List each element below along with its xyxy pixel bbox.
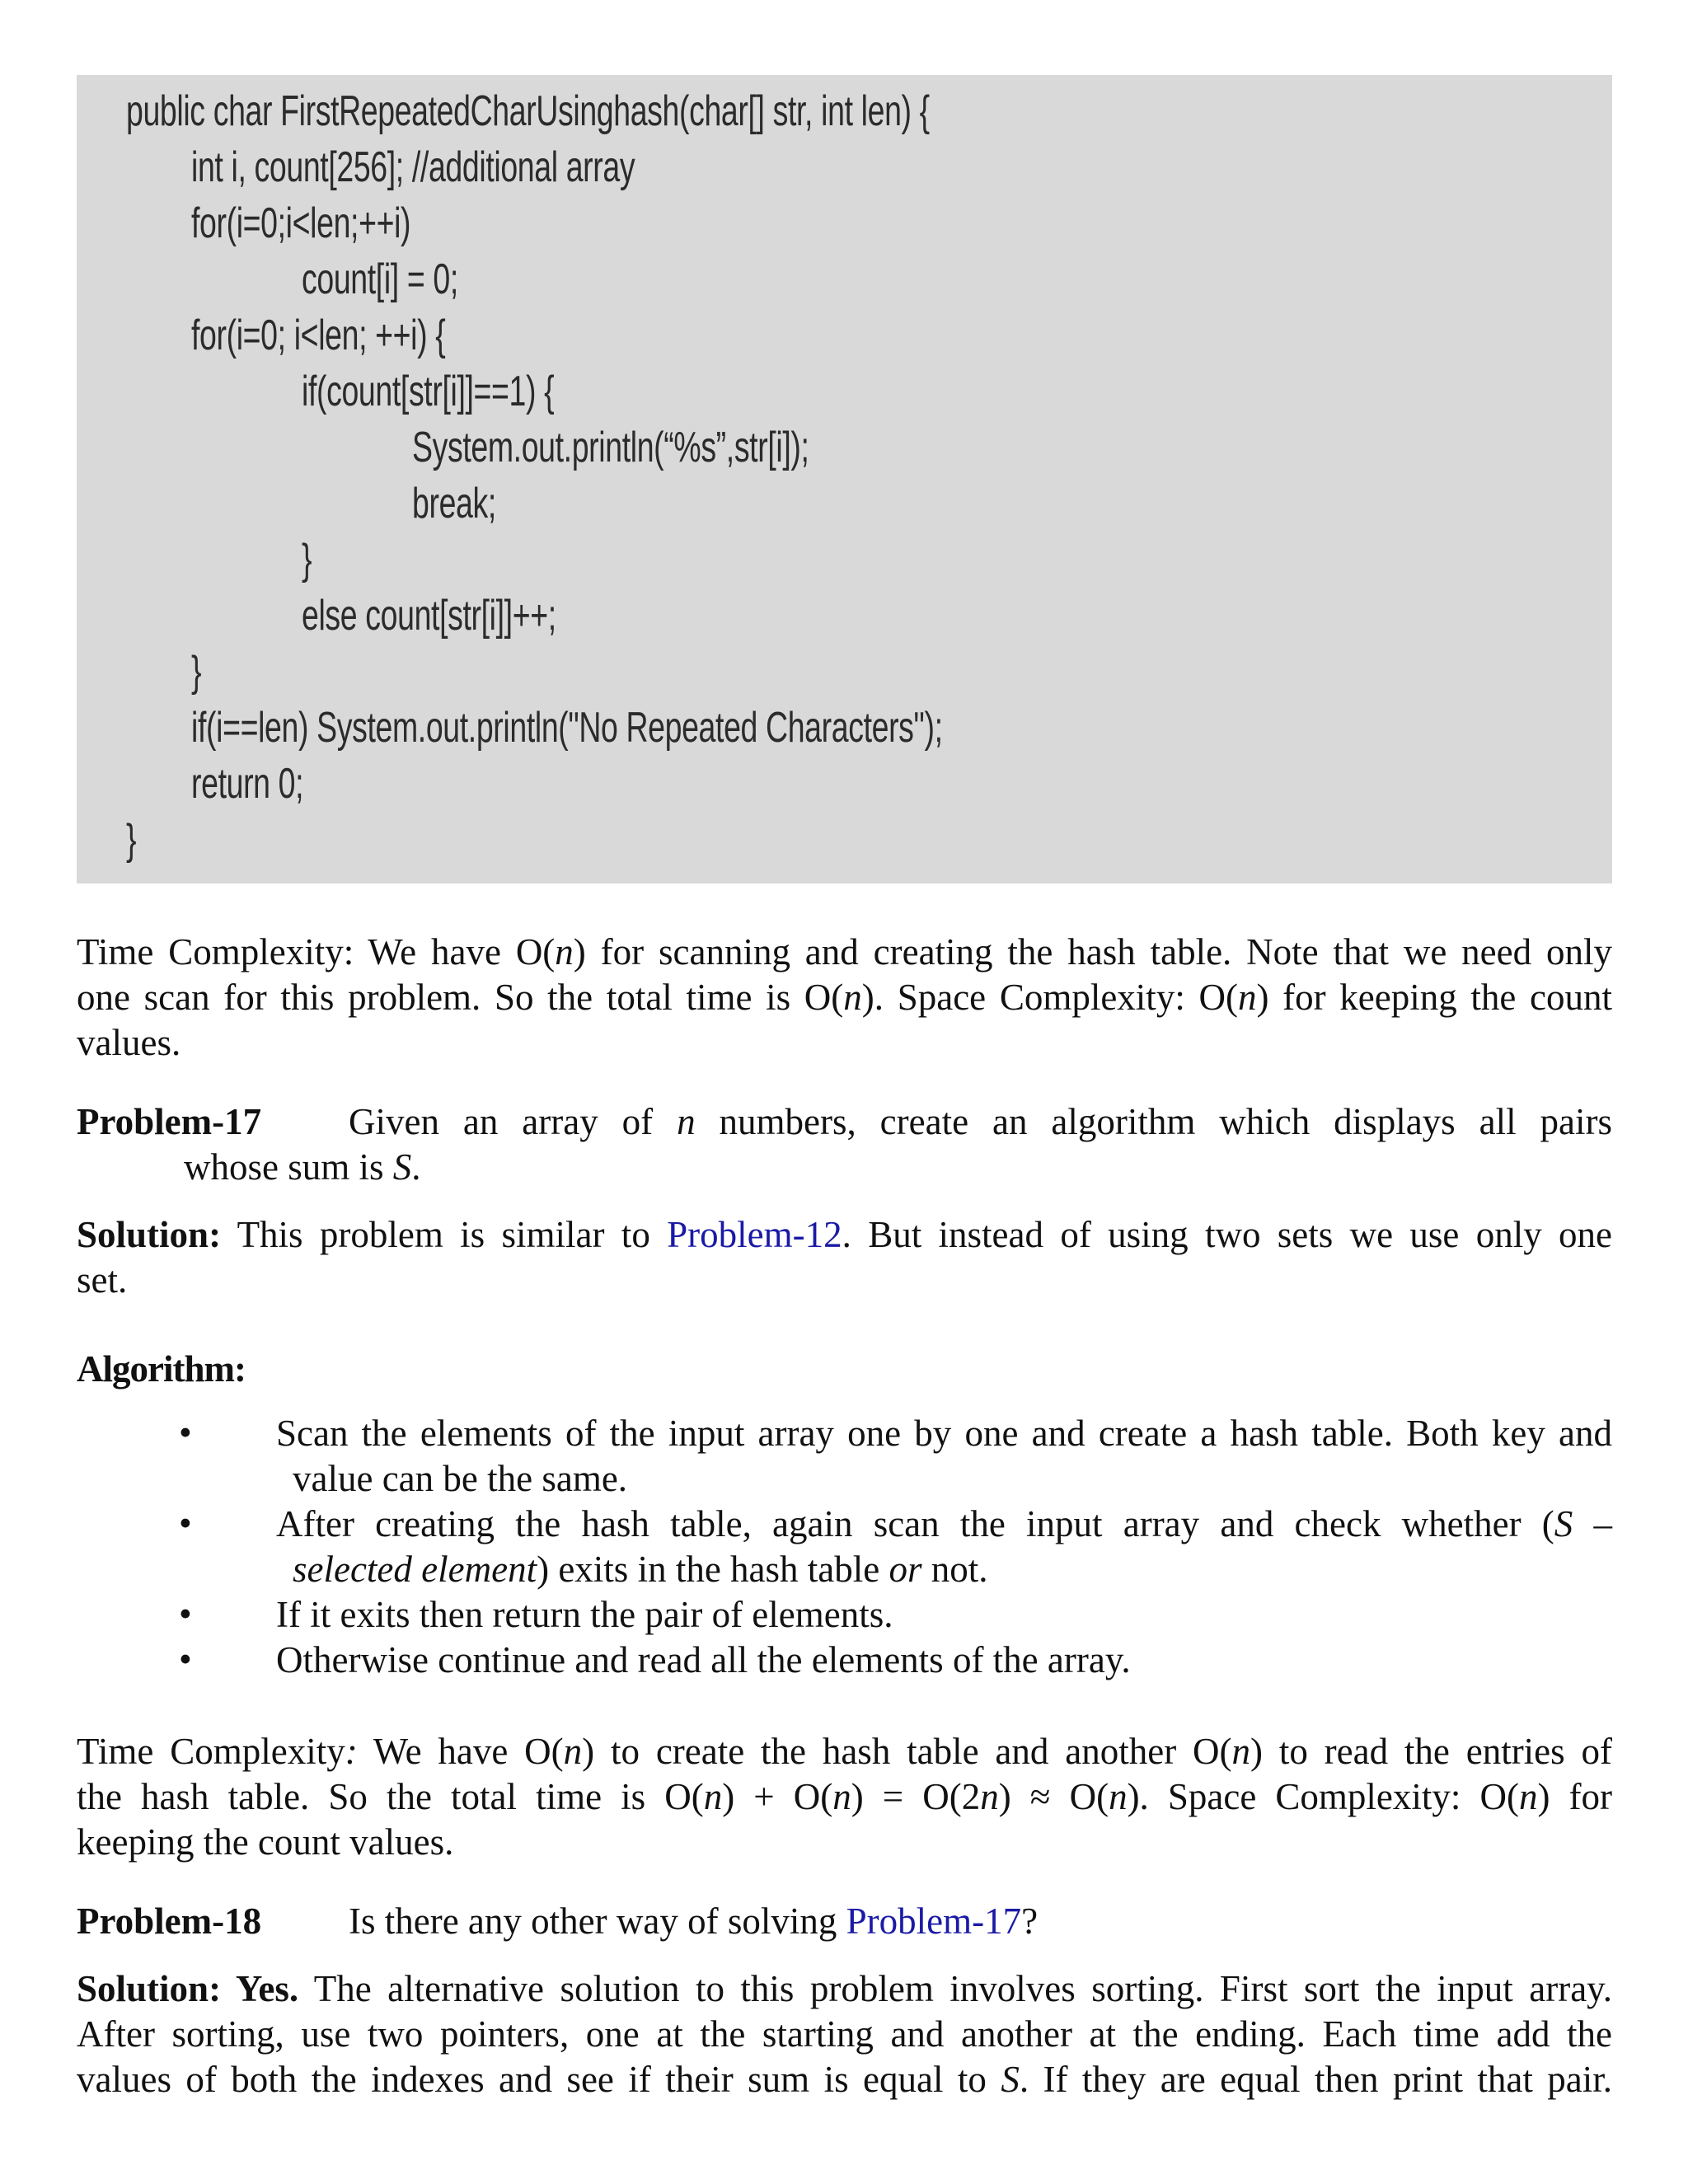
bullet-icon: • xyxy=(179,1502,192,1544)
bullet-icon: • xyxy=(179,1593,192,1634)
solution-yes-label: Solution: Yes. xyxy=(77,1968,299,2009)
code-line: break; xyxy=(412,480,496,527)
problem-12-link[interactable]: Problem-12 xyxy=(667,1214,842,1255)
problem-18-label: Problem-18 xyxy=(77,1900,262,1942)
code-block xyxy=(77,75,1612,883)
code-line: } xyxy=(302,536,312,583)
code-line: for(i=0; i<len; ++i) { xyxy=(191,312,446,359)
problem-17-label: Problem-17 xyxy=(77,1101,262,1142)
time-complexity-paragraph-2: Time Complexity: We have O(n) to create the hash table and another O(n) to read the entries of the hash table. So the total time is O(n) + O(n) = O(2n) ≈ O(n). Space Complexity: O(n) for keeping the count values. xyxy=(77,1731,1612,1863)
problem-17: Problem-17 Given an array of n numbers, create an algorithm which displays all pairs whose sum is S. xyxy=(77,1101,1612,1188)
algorithm-step-1: Scan the elements of the input array one by one and create a hash table. Both key and value can be the same. xyxy=(276,1413,1612,1499)
code-line: } xyxy=(126,816,137,864)
bullet-icon: • xyxy=(179,1638,192,1680)
problem-17-link[interactable]: Problem-17 xyxy=(846,1900,1022,1942)
code-line: System.out.println(“%s”,str[i]); xyxy=(412,424,809,471)
algorithm-step-2: After creating the hash table, again scan the input array and check whether (S – selected element) exits in the hash table or not. xyxy=(276,1503,1613,1590)
code-line: if(i==len) System.out.println("No Repeated Characters"); xyxy=(191,704,943,752)
algorithm-step-3: If it exits then return the pair of elements. xyxy=(276,1594,893,1635)
bullet-icon: • xyxy=(179,1412,192,1453)
solution-18: Solution: Yes. The alternative solution to this problem involves sorting. First sort the input array. After sorting, use two pointers, one at the starting and another at the ending. Each time add the values of both the indexes and see if their sum is equal to S. If they are equal then print that pair. xyxy=(77,1968,1613,2100)
algorithm-step-4: Otherwise continue and read all the elements of the array. xyxy=(276,1639,1131,1680)
code-line: count[i] = 0; xyxy=(302,255,458,303)
code-line: for(i=0;i<len;++i) xyxy=(191,199,411,247)
code-line: return 0; xyxy=(191,760,304,808)
solution-17: Solution: This problem is similar to Problem-12. But instead of using two sets we use only one set. xyxy=(77,1214,1612,1301)
code-line: else count[str[i]]++; xyxy=(302,592,556,640)
solution-label: Solution: xyxy=(77,1214,222,1255)
problem-18: Problem-18 Is there any other way of solving Problem-17? xyxy=(77,1899,1612,1944)
code-line: int i, count[256]; //additional array xyxy=(191,143,635,191)
code-line: public char FirstRepeatedCharUsinghash(char[] str, int len) { xyxy=(126,87,930,135)
code-line: if(count[str[i]]==1) { xyxy=(302,368,555,415)
code-line: } xyxy=(191,648,202,696)
algorithm-heading: Algorithm: xyxy=(77,1348,246,1390)
time-complexity-paragraph-1: Time Complexity: We have O(n) for scanning and creating the hash table. Note that we need only one scan for this problem. So the total time is O(n). Space Complexity: O(n) for keeping the count values. xyxy=(77,931,1613,1063)
